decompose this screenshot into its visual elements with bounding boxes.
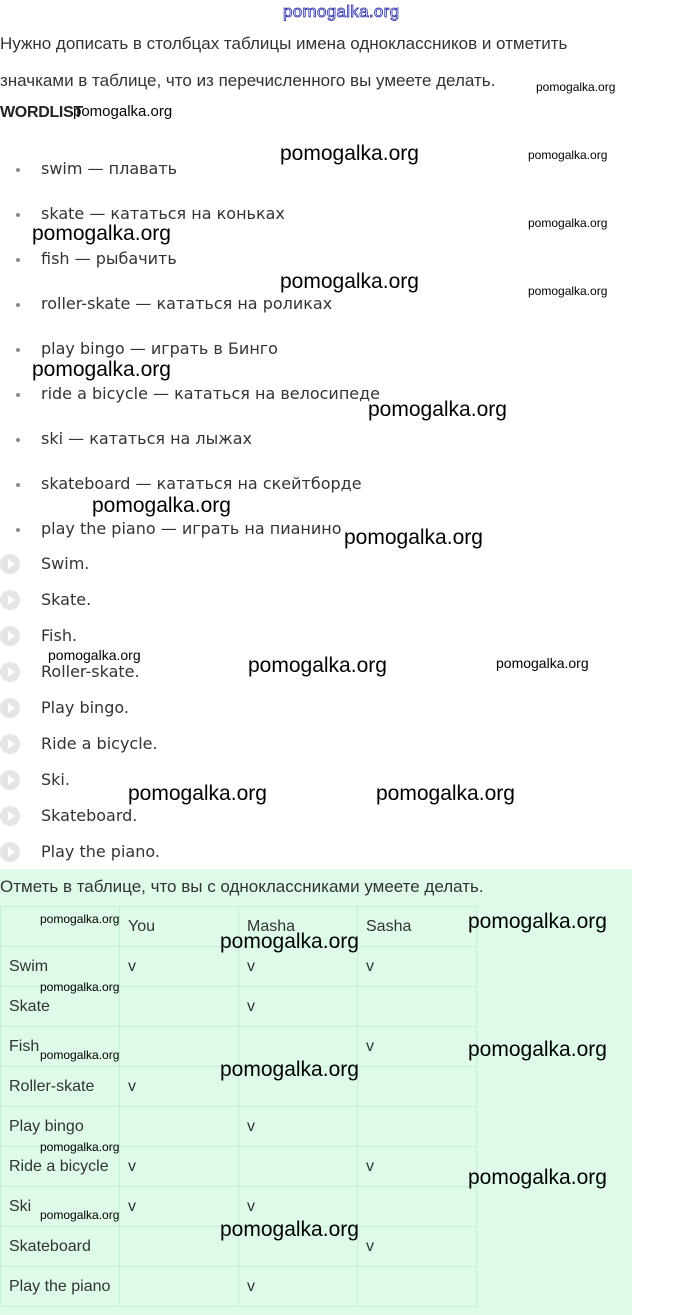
table-cell-mark — [358, 1187, 477, 1227]
table-cell-activity: Roller-skate — [1, 1067, 120, 1107]
watermark: pomogalka.org — [496, 655, 589, 671]
bullet-icon — [16, 213, 20, 217]
bullet-icon — [16, 258, 20, 262]
bullet-icon — [16, 528, 20, 532]
skills-table — [0, 906, 477, 1307]
table-cell-mark: v — [358, 1027, 477, 1067]
watermark: pomogalka.org — [536, 80, 616, 94]
table-cell-mark — [358, 1067, 477, 1107]
table-cell-activity: Ride a bicycle — [1, 1147, 120, 1187]
play-icon[interactable] — [0, 662, 20, 682]
table-row — [1, 1267, 477, 1307]
table-cell-mark: v — [120, 1067, 239, 1107]
intro-line-1: Нужно дописать в столбцах таблицы имена одноклассников и отметить — [0, 34, 568, 53]
play-icon[interactable] — [0, 554, 20, 574]
table-cell-activity: Play bingo — [1, 1107, 120, 1147]
table-cell-mark — [358, 987, 477, 1027]
intro-line-2: значками в таблице, что из перечисленного вы умеете делать. — [0, 71, 496, 90]
table-cell-mark: v — [358, 947, 477, 987]
play-icon[interactable] — [0, 806, 20, 826]
table-cell-mark: v — [239, 1187, 358, 1227]
table-header-cell: Sasha — [358, 907, 477, 947]
watermark: pomogalka.org — [220, 1218, 359, 1241]
task-instruction: Отметь в таблице, что вы с одноклассниками умеете делать. — [0, 877, 484, 896]
bullet-icon — [16, 303, 20, 307]
table-cell-activity: Play the piano — [1, 1267, 120, 1307]
watermark: pomogalka.org — [40, 1140, 120, 1154]
play-icon[interactable] — [0, 842, 20, 862]
bullet-icon — [16, 483, 20, 487]
play-icon[interactable] — [0, 626, 20, 646]
bullet-icon — [16, 348, 20, 352]
table-cell-mark: v — [239, 947, 358, 987]
watermark: pomogalka.org — [40, 1048, 120, 1062]
table-cell-mark: v — [239, 1107, 358, 1147]
table-cell-activity: Fish — [1, 1027, 120, 1067]
watermark: pomogalka.org — [128, 782, 267, 805]
watermark: pomogalka.org — [40, 912, 120, 926]
site-header-logo: pomogalka.org — [283, 2, 400, 21]
table-cell-mark — [120, 987, 239, 1027]
table-cell-mark — [239, 1147, 358, 1187]
table-cell-mark — [358, 1107, 477, 1147]
play-icon[interactable] — [0, 770, 20, 790]
watermark: pomogalka.org — [368, 398, 507, 421]
table-cell-activity: Skate — [1, 987, 120, 1027]
bullet-icon — [16, 438, 20, 442]
table-cell-mark: v — [358, 1147, 477, 1187]
table-cell-mark: v — [120, 1187, 239, 1227]
play-icon[interactable] — [0, 734, 20, 754]
play-icon[interactable] — [0, 590, 20, 610]
watermark: pomogalka.org — [32, 222, 171, 245]
watermark: pomogalka.org — [344, 526, 483, 549]
table-cell-mark: v — [239, 1267, 358, 1307]
watermark: pomogalka.org — [280, 142, 419, 165]
watermark: pomogalka.org — [376, 782, 515, 805]
table-cell-activity: Ski — [1, 1187, 120, 1227]
wordlist-title: WORDLIST — [0, 104, 83, 121]
watermark: pomogalka.org — [220, 1058, 359, 1081]
watermark: pomogalka.org — [528, 148, 608, 162]
watermark: pomogalka.org — [528, 216, 608, 230]
table-cell-mark — [120, 1267, 239, 1307]
watermark: pomogalka.org — [220, 930, 359, 953]
watermark: pomogalka.org — [468, 1166, 607, 1189]
watermark: pomogalka.org — [32, 358, 171, 381]
watermark: pomogalka.org — [280, 270, 419, 293]
watermark: pomogalka.org — [528, 284, 608, 298]
watermark: pomogalka.org — [73, 103, 173, 120]
table-cell-activity: Swim — [1, 947, 120, 987]
table-header-cell: Masha — [239, 907, 358, 947]
table-cell-mark: v — [239, 987, 358, 1027]
table-cell-mark: v — [120, 1147, 239, 1187]
table-cell-mark: v — [120, 947, 239, 987]
bullet-icon — [16, 168, 20, 172]
watermark: pomogalka.org — [468, 1038, 607, 1061]
table-header-cell: You — [120, 907, 239, 947]
play-icon[interactable] — [0, 698, 20, 718]
table-cell-mark — [120, 1107, 239, 1147]
table-cell-mark — [358, 1267, 477, 1307]
table-cell-mark: v — [358, 1227, 477, 1267]
watermark: pomogalka.org — [48, 647, 141, 663]
table-cell-activity: Skateboard — [1, 1227, 120, 1267]
watermark: pomogalka.org — [40, 980, 120, 994]
bullet-icon — [16, 393, 20, 397]
watermark: pomogalka.org — [92, 494, 231, 517]
watermark: pomogalka.org — [468, 910, 607, 933]
watermark: pomogalka.org — [248, 654, 387, 677]
watermark: pomogalka.org — [40, 1208, 120, 1222]
